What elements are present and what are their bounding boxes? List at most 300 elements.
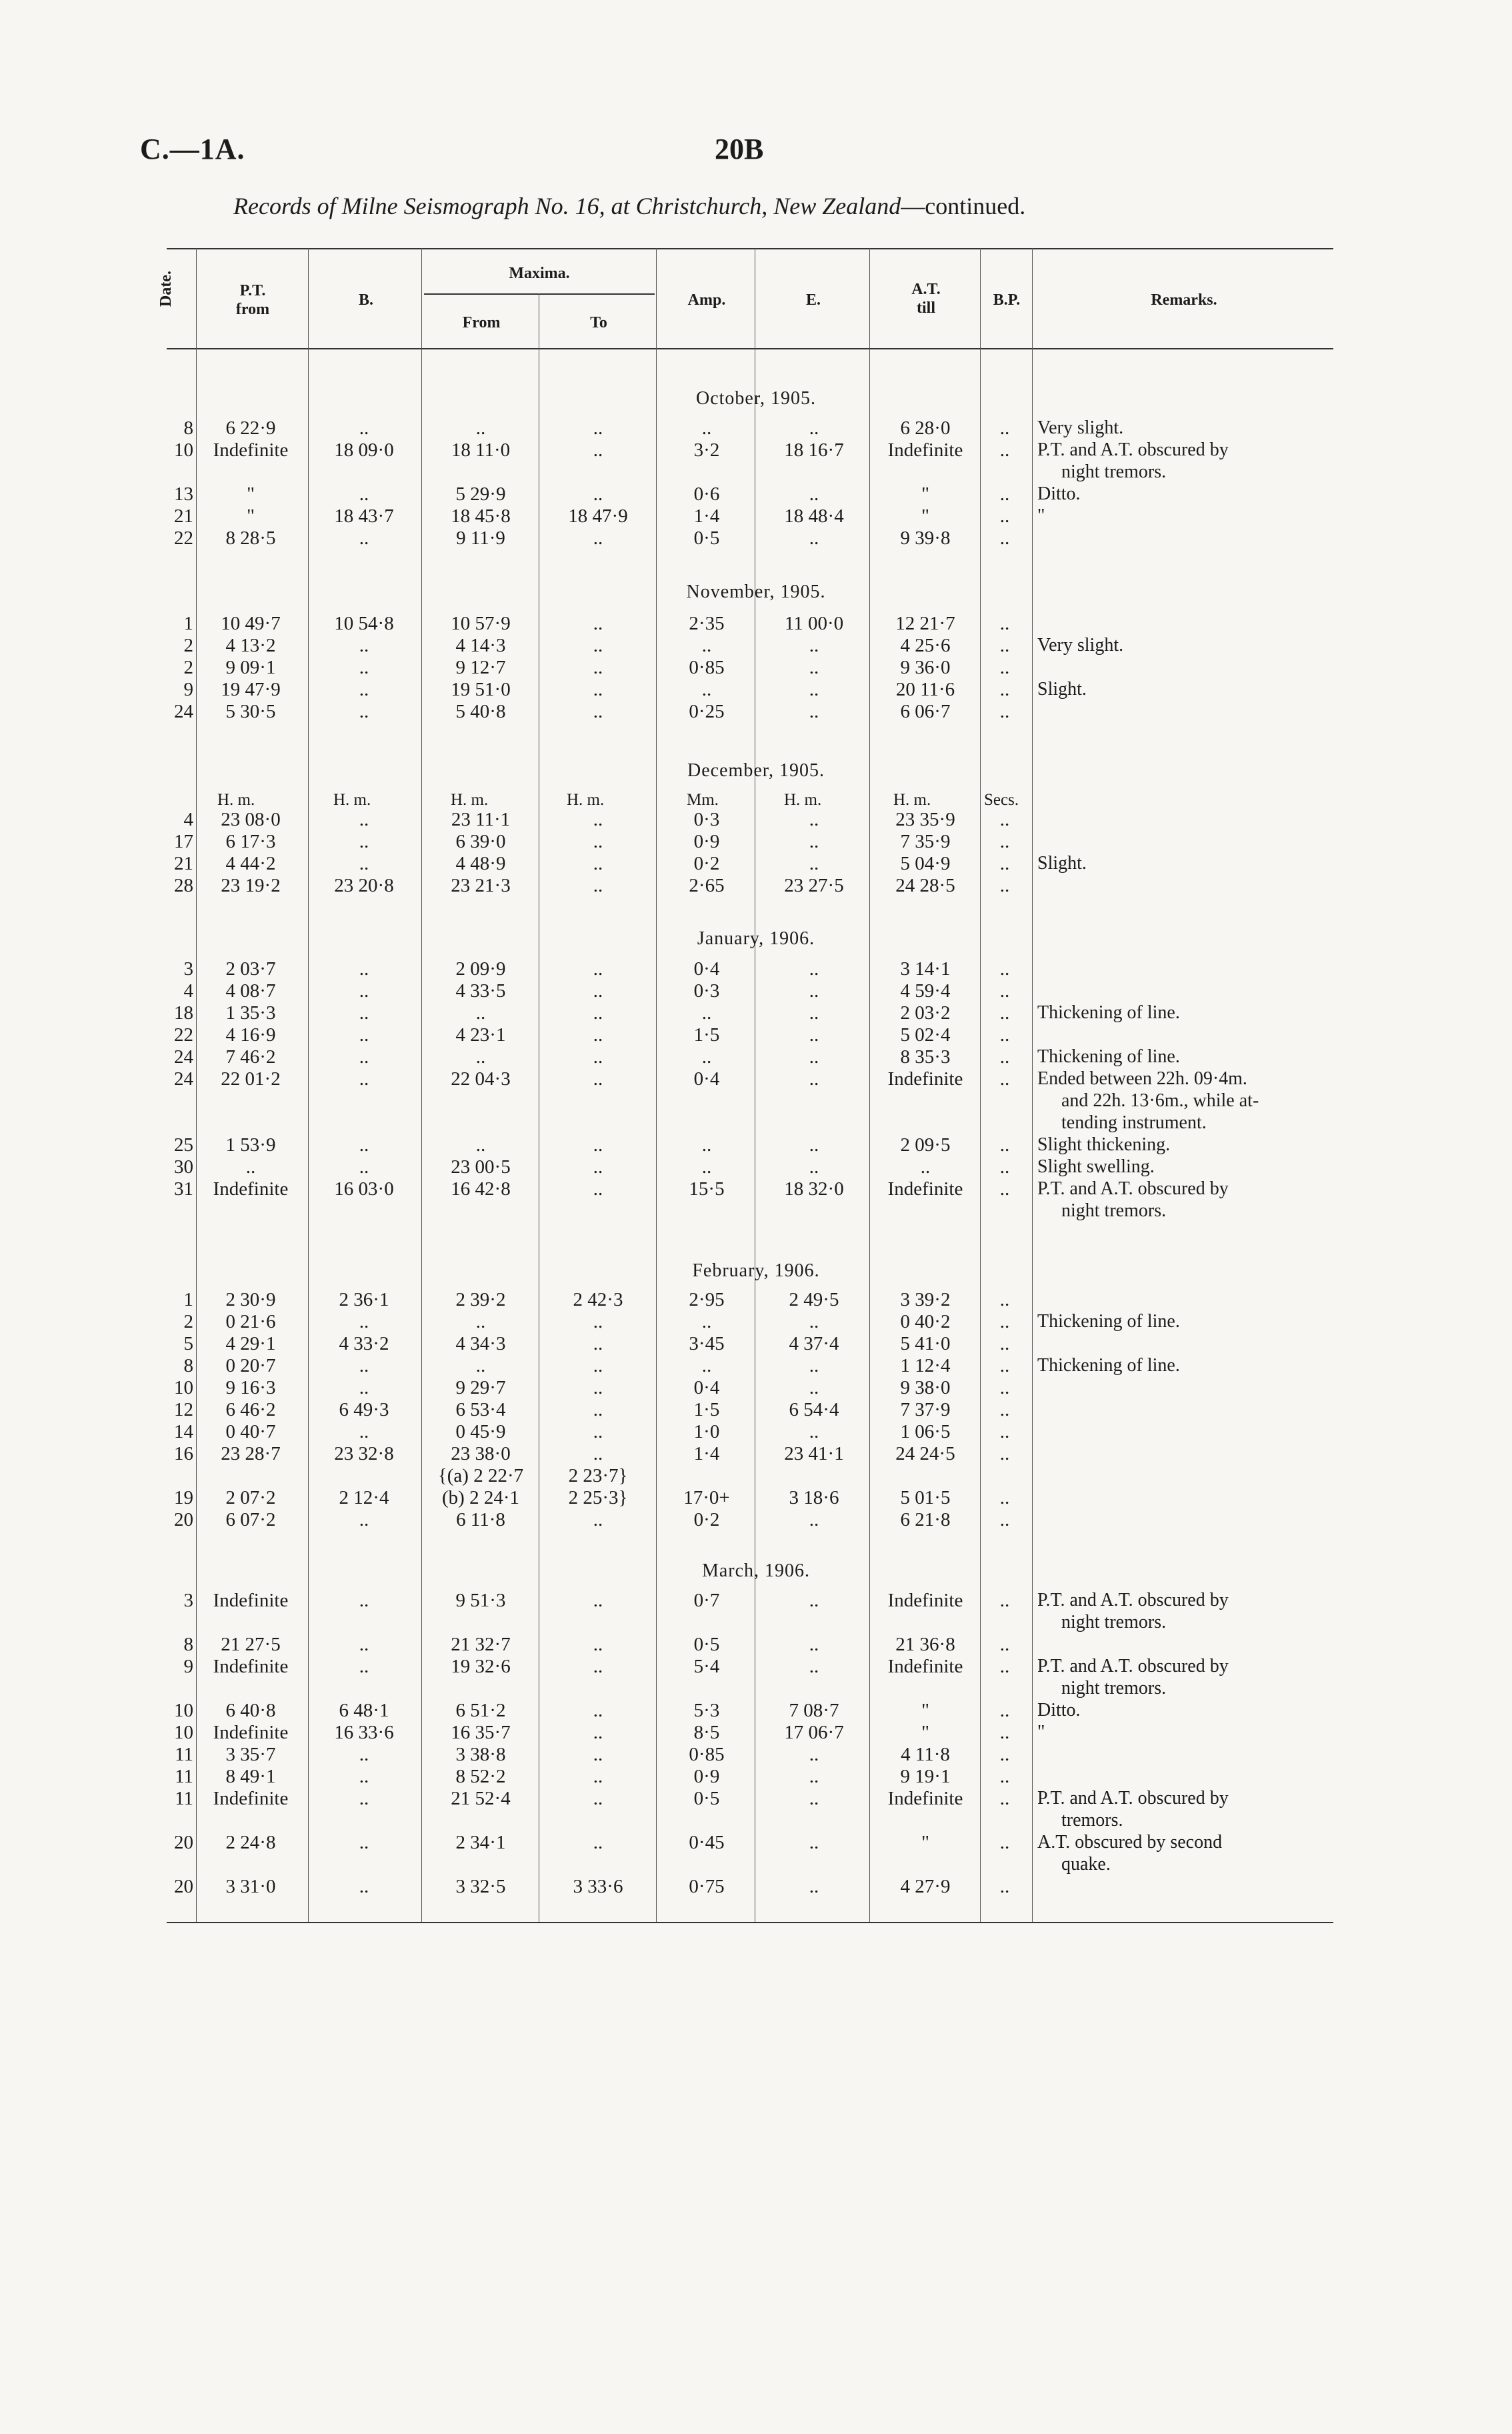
cell-b: .. <box>359 1046 369 1068</box>
table-row <box>0 1112 1512 1134</box>
remarks-continuation: night tremors. <box>1061 1612 1167 1632</box>
table-row <box>0 1002 1512 1024</box>
cell-remarks: P.T. and A.T. obscured by <box>1037 1178 1229 1199</box>
table-row <box>0 1611 1512 1634</box>
header-date: Date. <box>157 271 175 307</box>
cell-b: .. <box>359 635 369 656</box>
cell-b: 4 33·2 <box>339 1333 389 1354</box>
cell-at: 23 35·9 <box>895 809 955 830</box>
cell-e: 17 06·7 <box>784 1722 844 1743</box>
cell-from: 19 32·6 <box>451 1656 511 1677</box>
cell-e: .. <box>809 1068 819 1090</box>
table-row <box>0 1200 1512 1222</box>
cell-to: .. <box>593 1832 603 1853</box>
cell-pt: 1 35·3 <box>225 1002 276 1024</box>
header-maxima: Maxima. <box>509 265 570 282</box>
caption-suffix: —continued. <box>901 193 1026 219</box>
cell-date: 1 <box>183 1289 193 1310</box>
cell-at: 7 35·9 <box>900 831 951 852</box>
cell-bp: .. <box>999 1156 1010 1178</box>
cell-bp: .. <box>999 1766 1010 1787</box>
cell-bp: .. <box>999 1046 1010 1068</box>
cell-from: 19 51·0 <box>451 679 511 700</box>
cell-date: 16 <box>174 1443 193 1464</box>
table-row <box>0 439 1512 461</box>
table-row <box>0 1288 1512 1311</box>
cell-to: .. <box>593 527 603 549</box>
cell-from: 6 11·8 <box>456 1509 505 1530</box>
cell-amp: .. <box>701 1134 712 1156</box>
cell-from: (b) 2 24·1 <box>442 1487 519 1508</box>
cell-bp: .. <box>999 1024 1010 1046</box>
cell-b: .. <box>359 657 369 678</box>
cell-pt: " <box>247 483 255 505</box>
header-bottom-rule <box>167 348 1333 349</box>
remarks-continuation: tremors. <box>1061 1810 1123 1831</box>
cell-bp: .. <box>999 1178 1010 1200</box>
cell-b: .. <box>359 1156 369 1178</box>
cell-date: 18 <box>174 1002 193 1024</box>
cell-to: .. <box>593 679 603 700</box>
cell-to: .. <box>593 635 603 656</box>
cell-to: .. <box>593 1355 603 1376</box>
cell-bp: .. <box>999 657 1010 678</box>
cell-at: 5 01·5 <box>900 1487 951 1508</box>
cell-at: " <box>921 505 929 527</box>
cell-bp: .. <box>999 1002 1010 1024</box>
maxima-sub-rule <box>424 293 655 295</box>
cell-b: .. <box>359 483 369 505</box>
cell-from: 4 33·5 <box>455 980 506 1002</box>
cell-to: .. <box>593 657 603 678</box>
cell-b: .. <box>359 701 369 722</box>
cell-to: .. <box>593 1421 603 1442</box>
cell-bp: .. <box>999 1443 1010 1464</box>
table-row <box>0 1508 1512 1531</box>
page-number: 20B <box>715 133 764 165</box>
cell-b: 2 12·4 <box>339 1487 389 1508</box>
table-row <box>0 1809 1512 1832</box>
cell-e: .. <box>809 483 819 505</box>
header-remarks: Remarks. <box>1151 291 1217 309</box>
header-from: From <box>462 314 501 331</box>
cell-amp: 2·65 <box>689 875 725 896</box>
cell-at: 21 36·8 <box>895 1634 955 1655</box>
cell-pt: 1 53·9 <box>225 1134 276 1156</box>
cell-pt: 6 46·2 <box>225 1399 276 1420</box>
cell-date: 20 <box>174 1832 193 1853</box>
cell-pt: 0 40·7 <box>225 1421 276 1442</box>
cell-at: 9 38·0 <box>900 1377 951 1398</box>
cell-to: .. <box>593 1068 603 1090</box>
cell-b: 23 32·8 <box>334 1443 394 1464</box>
cell-bp: .. <box>999 505 1010 527</box>
cell-bp: .. <box>999 483 1010 505</box>
cell-pt: 21 27·5 <box>221 1634 281 1655</box>
cell-date: 28 <box>174 875 193 896</box>
cell-at: 24 24·5 <box>895 1443 955 1464</box>
cell-b: .. <box>359 1377 369 1398</box>
cell-pt: 9 09·1 <box>225 657 276 678</box>
table-row <box>0 1354 1512 1377</box>
table-row <box>0 1486 1512 1509</box>
cell-date: 14 <box>174 1421 193 1442</box>
cell-to: 2 42·3 <box>573 1289 623 1310</box>
cell-at: 9 36·0 <box>900 657 951 678</box>
cell-b: .. <box>359 1024 369 1046</box>
cell-amp: 0·5 <box>693 527 720 549</box>
cell-e: .. <box>809 1788 819 1809</box>
cell-to: .. <box>593 980 603 1002</box>
cell-e: .. <box>809 1355 819 1376</box>
table-row <box>0 656 1512 679</box>
cell-at: 6 28·0 <box>900 417 951 439</box>
remarks-continuation: quake. <box>1061 1854 1111 1875</box>
cell-pt: 3 31·0 <box>225 1876 276 1897</box>
cell-bp: .. <box>999 980 1010 1002</box>
cell-date: 3 <box>183 958 193 980</box>
cell-date: 11 <box>175 1788 193 1809</box>
cell-amp: 0·5 <box>693 1788 720 1809</box>
cell-from: 9 51·3 <box>455 1590 506 1611</box>
cell-remarks: Slight. <box>1037 679 1087 700</box>
cell-from: 2 39·2 <box>455 1289 506 1310</box>
cell-e: .. <box>809 527 819 549</box>
cell-pt: 10 49·7 <box>221 613 281 634</box>
cell-e: .. <box>809 657 819 678</box>
unit-from: H. m. <box>451 791 489 809</box>
cell-amp: 3·45 <box>689 1333 725 1354</box>
cell-amp: 0·75 <box>689 1876 725 1897</box>
cell-pt: Indefinite <box>213 1656 289 1677</box>
caption-text: Records of Milne Seismograph No. 16, at Christchurch, New Zealand <box>233 193 901 219</box>
cell-bp: .. <box>999 527 1010 549</box>
cell-from: .. <box>475 1311 486 1332</box>
cell-from: 2 09·9 <box>455 958 506 980</box>
cell-bp: .. <box>999 853 1010 874</box>
header-to: To <box>590 314 607 331</box>
cell-to: .. <box>593 1634 603 1655</box>
cell-amp: 5·3 <box>693 1700 720 1721</box>
cell-from: 5 40·8 <box>455 701 506 722</box>
cell-e: .. <box>809 1832 819 1853</box>
cell-b: .. <box>359 958 369 980</box>
cell-e: .. <box>809 1421 819 1442</box>
cell-pt: 3 35·7 <box>225 1744 276 1765</box>
section-title: December, 1905. <box>687 760 825 781</box>
cell-b: .. <box>359 1832 369 1853</box>
table-row <box>0 1464 1512 1487</box>
cell-to: 18 47·9 <box>568 505 628 527</box>
cell-to: .. <box>593 613 603 634</box>
cell-amp: 5·4 <box>693 1656 720 1677</box>
cell-pt: 19 47·9 <box>221 679 281 700</box>
cell-to: .. <box>593 1788 603 1809</box>
cell-date: 17 <box>174 831 193 852</box>
cell-at: Indefinite <box>887 1656 963 1677</box>
cell-e: .. <box>809 1134 819 1156</box>
cell-from: .. <box>475 1046 486 1068</box>
header-b: B. <box>358 291 373 309</box>
cell-date: 8 <box>183 1634 193 1655</box>
cell-remarks: P.T. and A.T. obscured by <box>1037 1788 1229 1808</box>
cell-pt: 2 30·9 <box>225 1289 276 1310</box>
cell-e: 7 08·7 <box>789 1700 839 1721</box>
cell-amp: .. <box>701 1002 712 1024</box>
cell-to: .. <box>593 1656 603 1677</box>
cell-date: 31 <box>174 1178 193 1200</box>
cell-date: 24 <box>174 1046 193 1068</box>
cell-pt: 2 03·7 <box>225 958 276 980</box>
cell-amp: .. <box>701 1311 712 1332</box>
cell-pt: 7 46·2 <box>225 1046 276 1068</box>
unit-amp: Mm. <box>687 791 719 809</box>
cell-b: .. <box>359 1876 369 1897</box>
cell-at: Indefinite <box>887 1788 963 1809</box>
table-row <box>0 1090 1512 1112</box>
remarks-continuation: and 22h. 13·6m., while at- <box>1061 1090 1259 1111</box>
cell-to: .. <box>593 483 603 505</box>
cell-at: " <box>921 1722 929 1743</box>
cell-amp: 0·6 <box>693 483 720 505</box>
cell-date: 11 <box>175 1744 193 1765</box>
cell-amp: 0·9 <box>693 831 720 852</box>
cell-amp: 0·85 <box>689 657 725 678</box>
cell-bp: .. <box>999 1509 1010 1530</box>
cell-from: 16 42·8 <box>451 1178 511 1200</box>
cell-at: 3 39·2 <box>900 1289 951 1310</box>
cell-at: Indefinite <box>887 1590 963 1611</box>
cell-e: 4 37·4 <box>789 1333 839 1354</box>
cell-pt: 5 30·5 <box>225 701 276 722</box>
cell-bp: .. <box>999 635 1010 656</box>
cell-amp: 1·4 <box>693 505 720 527</box>
unit-pt: H. m. <box>217 791 255 809</box>
cell-e: 18 32·0 <box>784 1178 844 1200</box>
cell-remarks: Very slight. <box>1037 635 1124 656</box>
cell-e: .. <box>809 1509 819 1530</box>
cell-b: .. <box>359 417 369 439</box>
cell-e: .. <box>809 853 819 874</box>
table-row <box>0 1420 1512 1443</box>
cell-amp: 15·5 <box>689 1178 725 1200</box>
cell-remarks: Slight swelling. <box>1037 1156 1155 1177</box>
cell-amp: 2·95 <box>689 1289 725 1310</box>
cell-pt: 4 13·2 <box>225 635 276 656</box>
cell-to: .. <box>593 1311 603 1332</box>
cell-remarks: Ditto. <box>1037 483 1081 504</box>
cell-b: .. <box>359 1656 369 1677</box>
cell-bp: .. <box>999 809 1010 830</box>
cell-bp: .. <box>999 613 1010 634</box>
cell-b: 6 49·3 <box>339 1399 389 1420</box>
section-title: November, 1905. <box>686 581 826 602</box>
header-bp: B.P. <box>993 291 1021 309</box>
table-caption <box>233 192 1025 220</box>
cell-remarks: Slight thickening. <box>1037 1134 1171 1155</box>
cell-b: 18 43·7 <box>334 505 394 527</box>
cell-b: .. <box>359 1068 369 1090</box>
cell-date: 19 <box>174 1487 193 1508</box>
cell-amp: 1·5 <box>693 1399 720 1420</box>
cell-remarks: P.T. and A.T. obscured by <box>1037 1656 1229 1676</box>
remarks-continuation: tending instrument. <box>1061 1112 1207 1133</box>
cell-at: Indefinite <box>887 439 963 461</box>
cell-pt: 4 16·9 <box>225 1024 276 1046</box>
section-title: February, 1906. <box>692 1260 820 1281</box>
cell-pt: 22 01·2 <box>221 1068 281 1090</box>
cell-at: 4 27·9 <box>900 1876 951 1897</box>
table-row <box>0 483 1512 505</box>
cell-at: .. <box>920 1156 931 1178</box>
cell-e: .. <box>809 958 819 980</box>
cell-from: 22 04·3 <box>451 1068 511 1090</box>
cell-b: 23 20·8 <box>334 875 394 896</box>
cell-from: 5 29·9 <box>455 483 506 505</box>
cell-amp: 1·5 <box>693 1024 720 1046</box>
cell-date: 24 <box>174 701 193 722</box>
cell-e: .. <box>809 1766 819 1787</box>
cell-b: .. <box>359 980 369 1002</box>
cell-from: 21 32·7 <box>451 1634 511 1655</box>
cell-e: .. <box>809 417 819 439</box>
table-row <box>0 1024 1512 1046</box>
cell-to: .. <box>593 1002 603 1024</box>
cell-e: .. <box>809 1046 819 1068</box>
header-e: E. <box>805 291 821 309</box>
cell-amp: 0·5 <box>693 1634 720 1655</box>
cell-remarks: Thickening of line. <box>1037 1002 1180 1023</box>
cell-at: 4 25·6 <box>900 635 951 656</box>
cell-at: 24 28·5 <box>895 875 955 896</box>
cell-pt: 6 40·8 <box>225 1700 276 1721</box>
cell-b: .. <box>359 1766 369 1787</box>
cell-b: 18 09·0 <box>334 439 394 461</box>
cell-to: 3 33·6 <box>573 1876 623 1897</box>
cell-bp: .. <box>999 1722 1010 1743</box>
cell-pt: 6 22·9 <box>225 417 276 439</box>
cell-from: 6 53·4 <box>455 1399 506 1420</box>
cell-from: .. <box>475 1355 486 1376</box>
cell-e: .. <box>809 831 819 852</box>
cell-remarks: Thickening of line. <box>1037 1355 1180 1376</box>
cell-date: 21 <box>174 853 193 874</box>
header-at-line2: till <box>917 299 935 317</box>
cell-to: .. <box>593 1722 603 1743</box>
cell-e: 18 16·7 <box>784 439 844 461</box>
cell-pt: 6 07·2 <box>225 1509 276 1530</box>
cell-to: .. <box>593 831 603 852</box>
cell-amp: 0·85 <box>689 1744 725 1765</box>
cell-bp: .. <box>999 831 1010 852</box>
cell-from: 6 51·2 <box>455 1700 506 1721</box>
cell-b: .. <box>359 679 369 700</box>
cell-remarks: A.T. obscured by second <box>1037 1832 1223 1853</box>
unit-bp: Secs. <box>984 791 1019 809</box>
cell-at: " <box>921 1700 929 1721</box>
cell-date: 13 <box>174 483 193 505</box>
table-row <box>0 1068 1512 1090</box>
cell-b: .. <box>359 1509 369 1530</box>
cell-amp: .. <box>701 635 712 656</box>
cell-pt: 23 28·7 <box>221 1443 281 1464</box>
cell-b: .. <box>359 831 369 852</box>
cell-amp: 17·0+ <box>683 1487 730 1508</box>
cell-amp: 1·0 <box>693 1421 720 1442</box>
table-row <box>0 1332 1512 1355</box>
cell-date: 8 <box>183 1355 193 1376</box>
remarks-continuation: night tremors. <box>1061 1200 1167 1221</box>
section-title: March, 1906. <box>701 1560 811 1581</box>
cell-e: 18 48·4 <box>784 505 844 527</box>
table-row <box>0 634 1512 657</box>
cell-b: .. <box>359 809 369 830</box>
cell-bp: .. <box>999 1134 1010 1156</box>
cell-from: 4 23·1 <box>455 1024 506 1046</box>
cell-to: .. <box>593 1134 603 1156</box>
cell-date: 30 <box>174 1156 193 1178</box>
cell-at: 20 11·6 <box>895 679 955 700</box>
cell-amp: 0·2 <box>693 853 720 874</box>
cell-date: 20 <box>174 1876 193 1897</box>
cell-amp: 1·4 <box>693 1443 720 1464</box>
cell-e: .. <box>809 635 819 656</box>
cell-remarks: " <box>1037 505 1045 526</box>
cell-date: 5 <box>183 1333 193 1354</box>
cell-pt: 0 21·6 <box>225 1311 276 1332</box>
unit-e: H. m. <box>784 791 822 809</box>
cell-date: 25 <box>174 1134 193 1156</box>
cell-date: 4 <box>183 980 193 1002</box>
cell-bp: .. <box>999 1421 1010 1442</box>
cell-e: .. <box>809 701 819 722</box>
cell-date: 8 <box>183 417 193 439</box>
cell-at: 6 21·8 <box>900 1509 951 1530</box>
cell-from: 9 11·9 <box>456 527 505 549</box>
cell-to: .. <box>593 1700 603 1721</box>
table-row <box>0 1743 1512 1766</box>
cell-remarks: Very slight. <box>1037 417 1124 438</box>
cell-from: 4 14·3 <box>455 635 506 656</box>
cell-bp: .. <box>999 701 1010 722</box>
cell-e: 23 41·1 <box>784 1443 844 1464</box>
cell-from: 23 21·3 <box>451 875 511 896</box>
cell-at: Indefinite <box>887 1068 963 1090</box>
cell-bp: .. <box>999 958 1010 980</box>
cell-pt: .. <box>245 1156 256 1178</box>
cell-to: .. <box>593 1590 603 1611</box>
cell-e: 3 18·6 <box>789 1487 839 1508</box>
table-row <box>0 1831 1512 1854</box>
cell-to: .. <box>593 853 603 874</box>
cell-bp: .. <box>999 1289 1010 1310</box>
cell-to: .. <box>593 417 603 439</box>
cell-remarks: Ended between 22h. 09·4m. <box>1037 1068 1247 1089</box>
cell-pt: Indefinite <box>213 1788 289 1809</box>
cell-bp: .. <box>999 679 1010 700</box>
header-pt-line1: P.T. <box>239 282 266 299</box>
table-row <box>0 808 1512 831</box>
table-row <box>0 461 1512 483</box>
header-at-line1: A.T. <box>911 281 941 298</box>
cell-pt: 8 28·5 <box>225 527 276 549</box>
cell-amp: 0·2 <box>693 1509 720 1530</box>
cell-from: 23 38·0 <box>451 1443 511 1464</box>
cell-amp: 0·7 <box>693 1590 720 1611</box>
cell-e: 2 49·5 <box>789 1289 839 1310</box>
cell-to: .. <box>593 875 603 896</box>
cell-pt: " <box>247 505 255 527</box>
